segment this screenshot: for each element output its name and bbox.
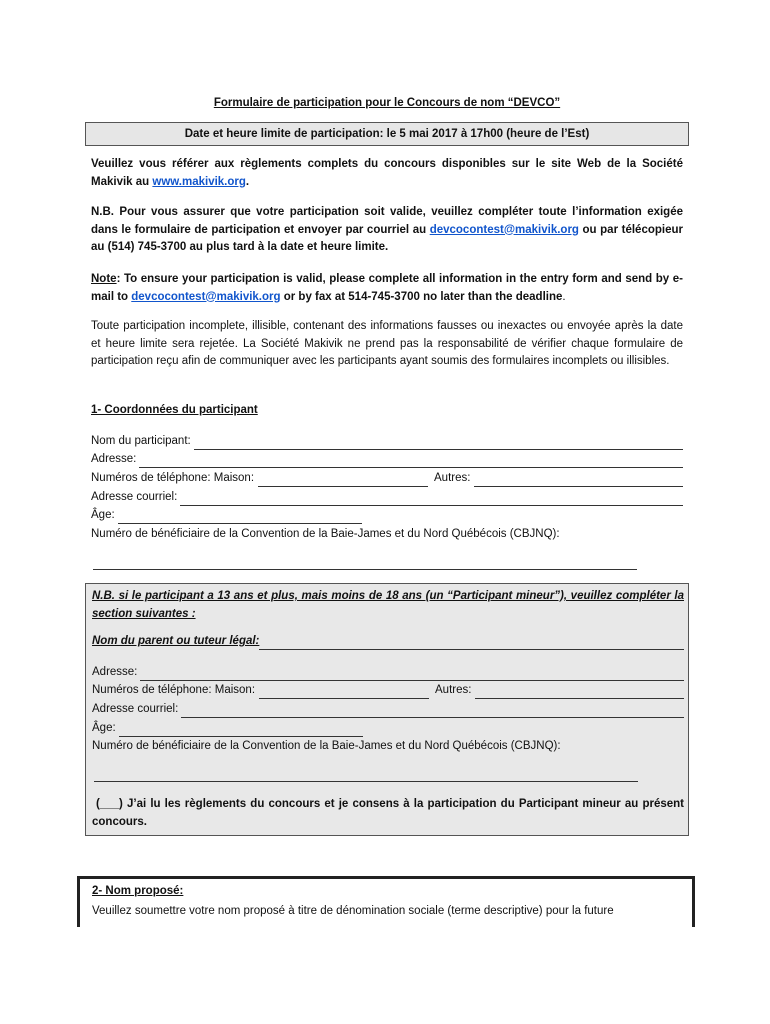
participant-address-row xyxy=(91,450,683,468)
participant-name-label: Nom du participant: xyxy=(91,435,191,447)
guardian-beneficiary-row xyxy=(92,737,684,755)
note-end: . xyxy=(562,290,566,303)
guardian-age-field[interactable] xyxy=(119,724,363,737)
intro-end: . xyxy=(245,175,250,188)
guardian-phone-row xyxy=(92,681,684,699)
guardian-email-field[interactable] xyxy=(181,705,684,718)
guardian-home-phone-field[interactable] xyxy=(259,686,429,699)
participant-email-field[interactable] xyxy=(180,493,683,506)
guardian-email-label: Adresse courriel: xyxy=(92,703,179,715)
intro-text: Veuillez vous référer aux règlements complets du concours disponibles sur le site Web de la Société Makivik au xyxy=(91,158,683,188)
guardian-beneficiary-label: Numéro de bénéficiaire de la Convention de la Baie-James et du Nord Québécois (CBJNQ): xyxy=(92,740,561,752)
guardian-address-label: Adresse: xyxy=(92,666,138,678)
guardian-name-label: Nom du parent ou tuteur légal: xyxy=(92,635,260,647)
guardian-beneficiary-field[interactable] xyxy=(94,769,638,782)
participant-other-phone-field[interactable] xyxy=(474,474,683,487)
deadline-banner: Date et heure limite de participation: le 5 mai 2017 à 17h00 (heure de l’Est) xyxy=(85,122,689,146)
guardian-age-row xyxy=(92,719,684,737)
note-text-2: or by fax at 514-745-3700 no later than the deadline xyxy=(280,290,563,303)
consent-text: J’ai lu les règlements du concours et je consens à la participation du Participant mineur au présent concours. xyxy=(92,798,684,828)
participant-age-row xyxy=(91,506,683,524)
participant-address-label: Adresse: xyxy=(91,453,137,465)
guardian-age-label: Âge: xyxy=(92,722,116,734)
participant-name-field[interactable] xyxy=(194,437,683,450)
consent-checkbox[interactable]: (___) xyxy=(96,798,123,810)
participant-email-label: Adresse courriel: xyxy=(91,491,178,503)
participant-phone-label: Numéros de téléphone: Maison: xyxy=(91,472,255,484)
contest-email-link[interactable]: devcocontest@makivik.org xyxy=(429,223,579,236)
section1-title: 1- Coordonnées du participant xyxy=(91,404,258,416)
form-title: Formulaire de participation pour le Concours de nom “DEVCO” xyxy=(213,97,561,109)
section2-box xyxy=(77,876,695,927)
participant-beneficiary-label: Numéro de bénéficiaire de la Convention de la Baie-James et du Nord Québécois (CBJNQ): xyxy=(91,528,560,540)
participant-beneficiary-row xyxy=(91,525,683,543)
intro-paragraph xyxy=(91,156,683,191)
participant-phone-row xyxy=(91,469,683,487)
participant-age-label: Âge: xyxy=(91,509,115,521)
participant-email-row xyxy=(91,488,683,506)
warning-paragraph: Toute participation incomplete, illisible, contenant des informations fausses ou inexactes ou envoyée après la date et heure limite sera rejetée. La Société Makivik ne prend pas la responsabilité de vérifier chaque formulaire de participation reçu afin de communiquer avec les participants ayant soumis des formulaires incomplets ou illisibles. xyxy=(91,320,683,367)
note-text-1: : To ensure your participation is valid, please complete all information in the entry form and send by e-mail to xyxy=(91,273,683,303)
participant-age-field[interactable] xyxy=(118,511,362,524)
participant-address-field[interactable] xyxy=(139,455,683,468)
minor-participant-section xyxy=(85,583,689,836)
guardian-email-row xyxy=(92,700,684,718)
contest-email-link-en[interactable]: devcocontest@makivik.org xyxy=(131,290,281,303)
guardian-name-field[interactable] xyxy=(259,637,684,650)
section2-title: 2- Nom proposé: xyxy=(92,885,184,897)
note-english-paragraph xyxy=(91,271,683,306)
makivik-website-link[interactable]: www.makivik.org xyxy=(152,175,246,188)
nb-french-text-2: ou par télécopieur au (514) 745-3700 au plus tard à la date et heure limite. xyxy=(91,223,683,253)
participant-home-phone-field[interactable] xyxy=(258,474,428,487)
guardian-address-row xyxy=(92,663,684,681)
section2-text: Veuillez soumettre votre nom proposé à titre de dénomination sociale (terme descriptive) pour la future xyxy=(92,905,614,917)
nb-french-text-1: N.B. Pour vous assurer que votre participation soit valide, veuillez compléter toute l’information exigée dans le formulaire de participation et envoyer par courriel au xyxy=(91,206,683,236)
participant-other-phone-label: Autres: xyxy=(434,472,471,484)
nb-french-paragraph xyxy=(91,204,683,257)
note-label: Note xyxy=(91,273,117,285)
consent-paragraph xyxy=(92,796,684,831)
guardian-phone-label: Numéros de téléphone: Maison: xyxy=(92,684,256,696)
participant-name-row xyxy=(91,432,683,450)
guardian-address-field[interactable] xyxy=(140,668,684,681)
guardian-other-phone-field[interactable] xyxy=(475,686,684,699)
participant-beneficiary-field[interactable] xyxy=(93,557,637,570)
guardian-name-row xyxy=(92,632,684,650)
minor-heading: N.B. si le participant a 13 ans et plus, mais moins de 18 ans (un “Participant mineur”), veuillez compléter la section suivantes : xyxy=(92,590,684,620)
guardian-other-phone-label: Autres: xyxy=(435,684,472,696)
